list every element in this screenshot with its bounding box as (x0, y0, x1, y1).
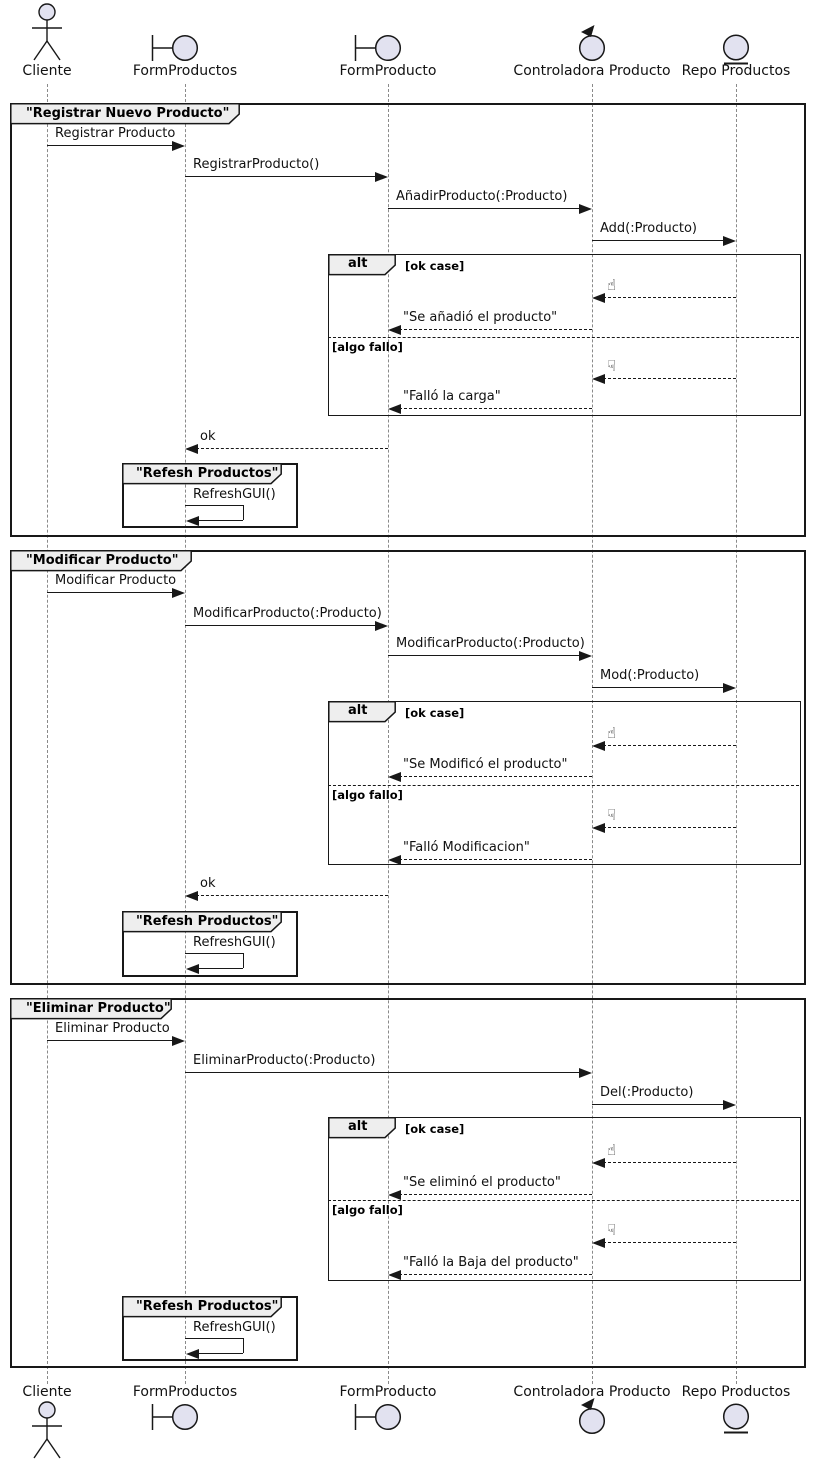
message-label: Modificar Producto (55, 573, 177, 588)
message-label: Del(:Producto) (600, 1085, 694, 1100)
message-line (185, 625, 377, 626)
message-arrowhead (592, 374, 605, 384)
message-arrowhead (579, 651, 592, 661)
self-message-line (185, 1338, 243, 1339)
guard-fail: [algo fallo] (332, 788, 403, 802)
self-message-arrowhead (186, 1349, 199, 1359)
message-label: "Se Modificó el producto" (403, 757, 568, 772)
actor-icon (25, 1400, 69, 1460)
boundary-icon (354, 33, 402, 63)
message-label: AñadirProducto(:Producto) (396, 189, 568, 204)
message-line (399, 1194, 592, 1195)
thumbs-down-icon: ☟ (607, 1221, 617, 1239)
thumbs-up-icon: ☝ (607, 276, 617, 294)
self-message-line (197, 1353, 243, 1354)
message-arrowhead (723, 1100, 736, 1110)
message-arrowhead (579, 204, 592, 214)
frame-title: "Eliminar Producto" (26, 1001, 171, 1016)
message-line (185, 1072, 581, 1073)
participant-label-formproducto: FormProducto (339, 63, 437, 79)
frame-title: "Registrar Nuevo Producto" (26, 106, 230, 121)
self-message-line (185, 505, 243, 506)
message-label: "Falló la Baja del producto" (403, 1255, 579, 1270)
message-arrowhead (172, 1036, 185, 1046)
message-line (592, 1104, 725, 1105)
message-line (47, 145, 174, 146)
message-label: ok (200, 429, 216, 444)
message-label: EliminarProducto(:Producto) (193, 1053, 376, 1068)
control-icon (576, 23, 608, 63)
message-label: RegistrarProducto() (193, 157, 320, 172)
message-line (592, 687, 725, 688)
alt-keyword: alt (348, 703, 368, 718)
subframe-title: "Refesh Productos" (136, 1299, 279, 1314)
message-line (388, 208, 581, 209)
message-arrowhead (185, 444, 198, 454)
message-arrowhead (579, 1068, 592, 1078)
message-arrowhead (388, 325, 401, 335)
guard-ok: [ok case] (405, 1122, 465, 1136)
message-arrowhead (185, 891, 198, 901)
boundary-icon (354, 1402, 402, 1432)
self-message-line (243, 1338, 244, 1353)
message-line (196, 448, 388, 449)
message-arrowhead (592, 823, 605, 833)
message-arrowhead (388, 1270, 401, 1280)
message-label: Registrar Producto (55, 126, 176, 141)
participant-label-controladora-producto: Controladora Producto (513, 63, 671, 79)
self-message-line (185, 953, 243, 954)
self-message-arrowhead (186, 516, 199, 526)
message-arrowhead (375, 172, 388, 182)
self-message-line (197, 968, 243, 969)
alt-keyword: alt (348, 256, 368, 271)
thumbs-down-icon: ☟ (607, 357, 617, 375)
message-arrowhead (388, 404, 401, 414)
message-arrowhead (388, 855, 401, 865)
message-arrowhead (592, 1158, 605, 1168)
guard-ok: [ok case] (405, 259, 465, 273)
self-message-label: RefreshGUI() (193, 1320, 276, 1335)
message-label: Eliminar Producto (55, 1021, 170, 1036)
message-line (603, 297, 736, 298)
participant-label-formproductos: FormProductos (132, 1384, 238, 1400)
message-line (47, 1040, 174, 1041)
message-label: "Falló Modificacion" (403, 840, 530, 855)
actor-icon (25, 2, 69, 62)
guard-ok: [ok case] (405, 706, 465, 720)
message-line (603, 827, 736, 828)
message-line (592, 240, 725, 241)
message-label: ModificarProducto(:Producto) (193, 606, 382, 621)
message-line (185, 176, 377, 177)
message-line (603, 745, 736, 746)
message-arrowhead (388, 1190, 401, 1200)
control-icon (576, 1396, 608, 1436)
message-arrowhead (723, 236, 736, 246)
message-line (399, 1274, 592, 1275)
alt-divider (328, 1200, 799, 1201)
entity-icon (720, 1402, 752, 1438)
self-message-label: RefreshGUI() (193, 935, 276, 950)
alt-fragment (328, 701, 801, 865)
message-label: "Falló la carga" (403, 389, 501, 404)
message-line (399, 776, 592, 777)
participant-label-cliente: Cliente (22, 1384, 72, 1400)
alt-divider (328, 337, 799, 338)
message-label: Add(:Producto) (600, 221, 698, 236)
message-line (399, 329, 592, 330)
message-arrowhead (388, 772, 401, 782)
thumbs-down-icon: ☟ (607, 806, 617, 824)
self-message-line (197, 520, 243, 521)
message-line (603, 1162, 736, 1163)
thumbs-up-icon: ☝ (607, 724, 617, 742)
message-label: ModificarProducto(:Producto) (396, 636, 585, 651)
self-message-label: RefreshGUI() (193, 487, 276, 502)
alt-divider (328, 785, 799, 786)
participant-label-formproductos: FormProductos (132, 63, 238, 79)
message-arrowhead (592, 741, 605, 751)
self-message-arrowhead (186, 964, 199, 974)
alt-fragment (328, 254, 801, 416)
message-label: "Se eliminó el producto" (403, 1175, 561, 1190)
guard-fail: [algo fallo] (332, 1203, 403, 1217)
message-label: ok (200, 876, 216, 891)
message-arrowhead (172, 141, 185, 151)
participant-label-formproducto: FormProducto (339, 1384, 437, 1400)
boundary-icon (151, 33, 199, 63)
participant-label-repo-productos: Repo Productos (681, 1384, 791, 1400)
self-message-line (243, 505, 244, 520)
self-message-line (243, 953, 244, 968)
message-arrowhead (375, 621, 388, 631)
thumbs-up-icon: ☝ (607, 1141, 617, 1159)
message-label: Mod(:Producto) (600, 668, 700, 683)
message-line (196, 895, 388, 896)
message-line (603, 1242, 736, 1243)
message-label: "Se añadió el producto" (403, 310, 558, 325)
boundary-icon (151, 1402, 199, 1432)
message-arrowhead (592, 1238, 605, 1248)
subframe-title: "Refesh Productos" (136, 466, 279, 481)
message-arrowhead (172, 588, 185, 598)
subframe-title: "Refesh Productos" (136, 914, 279, 929)
participant-label-repo-productos: Repo Productos (681, 63, 791, 79)
message-line (399, 408, 592, 409)
guard-fail: [algo fallo] (332, 340, 403, 354)
message-line (399, 859, 592, 860)
message-arrowhead (592, 293, 605, 303)
message-line (47, 592, 174, 593)
participant-label-cliente: Cliente (22, 63, 72, 79)
message-line (603, 378, 736, 379)
alt-keyword: alt (348, 1119, 368, 1134)
participant-label-controladora-producto: Controladora Producto (513, 1384, 671, 1400)
message-arrowhead (723, 683, 736, 693)
frame-title: "Modificar Producto" (26, 553, 179, 568)
message-line (388, 655, 581, 656)
